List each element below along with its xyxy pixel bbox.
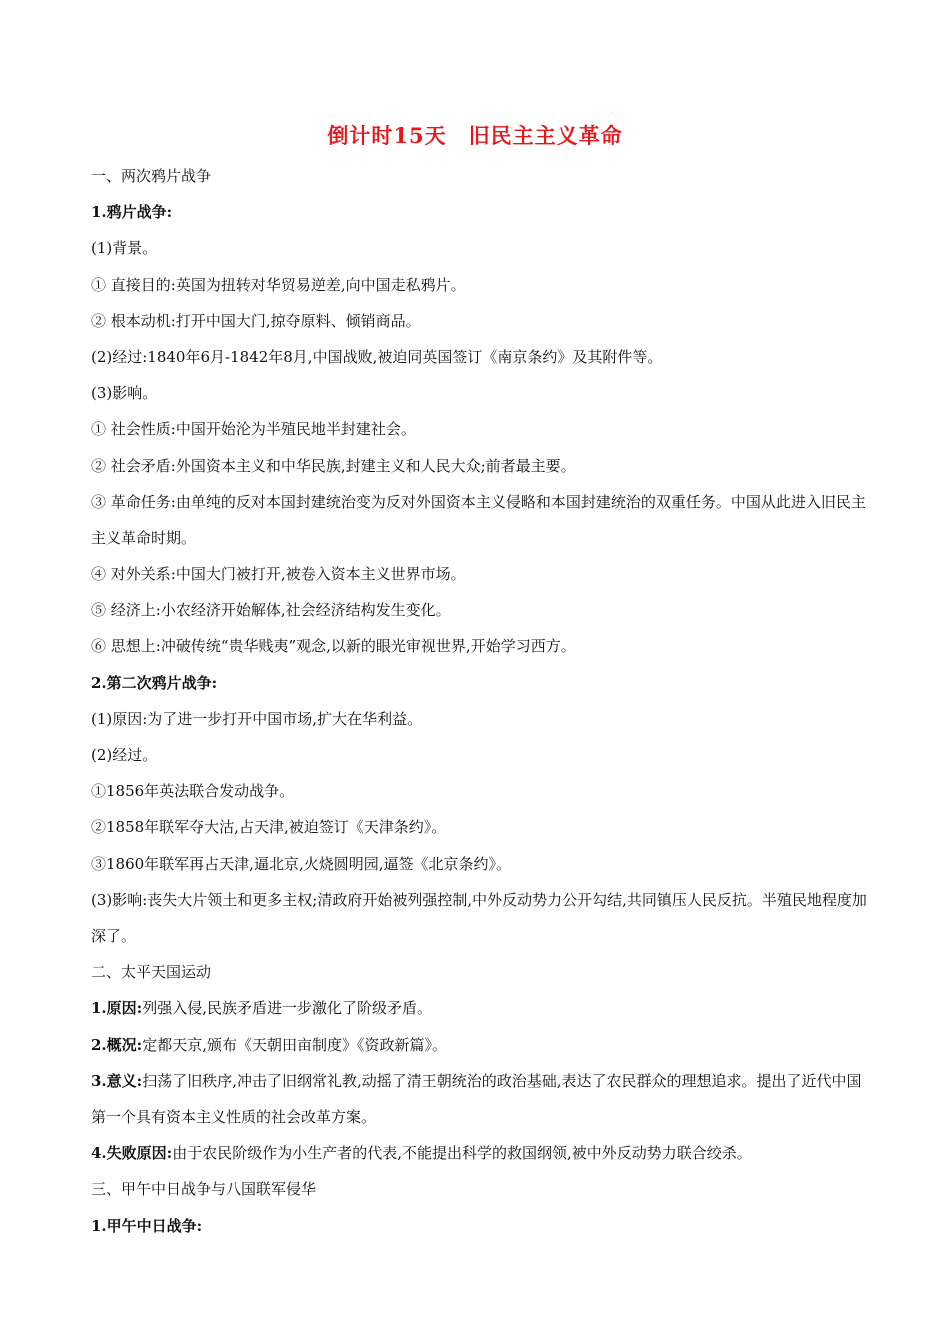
section-heading: 一、两次鸦片战争 xyxy=(91,167,212,185)
item-label: 2.概况: xyxy=(91,1035,143,1054)
list-item xyxy=(91,1063,871,1135)
section-heading: 三、甲午中日战争与八国联军侵华 xyxy=(91,1180,317,1199)
paragraph-line: ①1856年英法联合发动战争。 xyxy=(91,782,295,801)
paragraph-line: (1)原因:为了进一步打开中国市场,扩大在华利益。 xyxy=(91,709,423,728)
paragraph-line: (3)影响。 xyxy=(91,384,158,403)
paragraph-line: ⑥ 思想上:冲破传统“贵华贱夷”观念,以新的眼光审视世界,开始学习西方。 xyxy=(91,637,576,656)
paragraph-line: ③ 革命任务:由单纯的反对本国封建统治变为反对外国资本主义侵略和本国封建统治的双重任务。中国从此进入旧民主主义革命时期。 xyxy=(91,492,866,547)
item-label: 1.原因: xyxy=(91,999,143,1018)
paragraph-line: (2)经过:1840年6月-1842年8月,中国战败,被迫同英国签订《南京条约》及其附件等。 xyxy=(91,347,663,366)
paragraph-line: ① 直接目的:英国为扭转对华贸易逆差,向中国走私鸦片。 xyxy=(91,275,466,294)
paragraph-line: (2)经过。 xyxy=(91,746,158,765)
list-item xyxy=(91,1135,871,1171)
item-text: 扫荡了旧秩序,冲击了旧纲常礼教,动摇了清王朝统治的政治基础,表达了农民群众的理想追求。提出了近代中国第一个具有资本主义性质的社会改革方案。 xyxy=(91,1071,862,1126)
paragraph-line: ④ 对外关系:中国大门被打开,被卷入资本主义世界市场。 xyxy=(91,565,466,584)
subsection-heading: 1.甲午中日战争: xyxy=(91,1216,203,1235)
document-title: 倒计时15天 旧民主主义革命 xyxy=(327,123,623,148)
item-label: 3.意义: xyxy=(91,1071,143,1090)
item-text: 定都天京,颁布《天朝田亩制度》《资政新篇》。 xyxy=(142,1035,447,1054)
list-item xyxy=(91,1027,871,1063)
paragraph-line: (1)背景。 xyxy=(91,239,158,258)
paragraph-line: ②1858年联军夺大沽,占天津,被迫签订《天津条约》。 xyxy=(91,818,447,837)
subsection-heading: 1.鸦片战争: xyxy=(91,203,173,222)
paragraph-line: ③1860年联军再占天津,逼北京,火烧圆明园,逼签《北京条约》。 xyxy=(91,854,511,873)
item-text: 列强入侵,民族矛盾进一步激化了阶级矛盾。 xyxy=(142,999,432,1018)
document-body xyxy=(91,158,871,1244)
paragraph-line: (3)影响:丧失大片领土和更多主权;清政府开始被列强控制,中外反动势力公开勾结,共同镇压人民反抗。半殖民地程度加深了。 xyxy=(91,890,867,945)
paragraph-line: ② 社会矛盾:外国资本主义和中华民族,封建主义和人民大众;前者最主要。 xyxy=(91,456,576,475)
list-item xyxy=(91,990,871,1026)
subsection-heading: 2.第二次鸦片战争: xyxy=(91,673,218,692)
paragraph-line: ① 社会性质:中国开始沦为半殖民地半封建社会。 xyxy=(91,420,416,439)
paragraph-line: ⑤ 经济上:小农经济开始解体,社会经济结构发生变化。 xyxy=(91,601,451,620)
paragraph-line: ② 根本动机:打开中国大门,掠夺原料、倾销商品。 xyxy=(91,311,421,330)
item-label: 4.失败原因: xyxy=(91,1144,173,1163)
section-heading: 二、太平天国运动 xyxy=(91,963,212,982)
item-text: 由于农民阶级作为小生产者的代表,不能提出科学的救国纲领,被中外反动势力联合绞杀。 xyxy=(172,1144,752,1163)
